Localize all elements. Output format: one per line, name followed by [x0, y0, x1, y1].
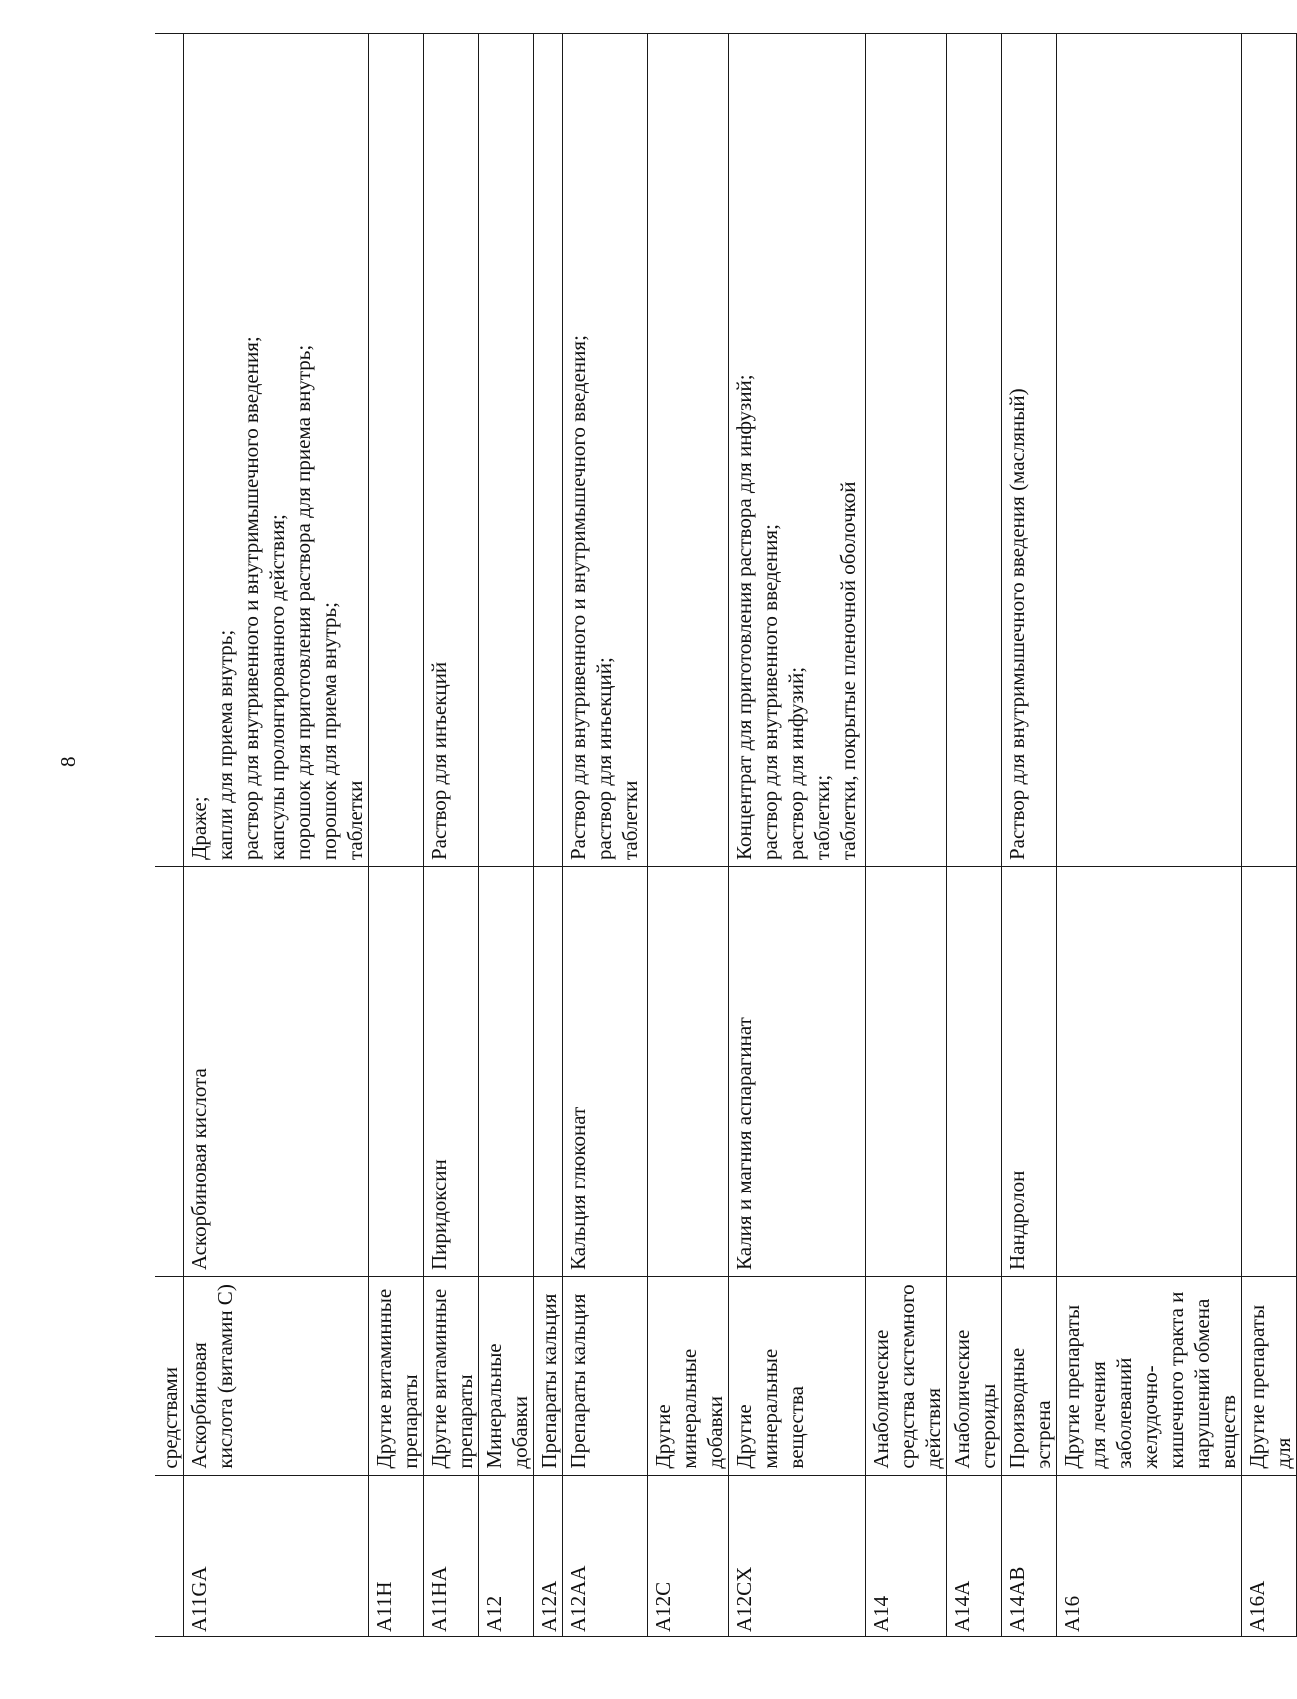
cell-group-name: Другие препараты для: [1242, 1277, 1297, 1476]
cell-substance: Нандролон: [1002, 867, 1057, 1277]
dosage-form-line: раствор для инъекций;: [592, 657, 616, 860]
cell-group-name: Другие препараты для лечения заболеваний желудочно-кишечного тракта и нарушений обмена веществ: [1057, 1277, 1242, 1476]
dosage-form-line: раствор для внутривенного и внутримышечного введения;: [239, 336, 263, 860]
table-row: [424, 34, 479, 1637]
dosage-form-line: раствор для внутривенного введения;: [758, 524, 782, 860]
cell-substance: [534, 867, 563, 1277]
table-row: [479, 34, 534, 1637]
cell-substance: [1242, 867, 1297, 1277]
table-row: [369, 34, 424, 1637]
cell-group-name: Анаболические средства системного действия: [866, 1277, 947, 1476]
cell-dosage-forms: [866, 34, 947, 867]
cell-atc-code: A14AB: [1002, 1475, 1057, 1636]
cell-dosage-forms: [155, 34, 184, 867]
cell-substance: Аскорбиновая кислота: [184, 867, 369, 1277]
table-row: [1057, 34, 1242, 1637]
cell-dosage-forms: [1057, 34, 1242, 867]
cell-dosage-forms: [648, 34, 729, 867]
cell-atc-code: A12C: [648, 1475, 729, 1636]
cell-atc-code: A14: [866, 1475, 947, 1636]
cell-substance: Калия и магния аспарагинат: [729, 867, 866, 1277]
cell-dosage-forms: [534, 34, 563, 867]
cell-group-name: Другие витаминные препараты: [424, 1277, 479, 1476]
cell-atc-code: A12A: [534, 1475, 563, 1636]
cell-atc-code: A11H: [369, 1475, 424, 1636]
cell-group-name: Другие витаминные препараты: [369, 1277, 424, 1476]
cell-substance: Кальция глюконат: [563, 867, 648, 1277]
cell-substance: [369, 867, 424, 1277]
table-row: [866, 34, 947, 1637]
cell-substance: [1057, 867, 1242, 1277]
table-row: [534, 34, 563, 1637]
cell-dosage-forms: [369, 34, 424, 867]
page-number: 8: [56, 756, 80, 767]
cell-atc-code: A11GA: [184, 1475, 369, 1636]
cell-atc-code: A12CX: [729, 1475, 866, 1636]
cell-dosage-forms: [563, 34, 648, 867]
cell-dosage-forms: [1002, 34, 1057, 867]
cell-substance: [479, 867, 534, 1277]
cell-dosage-forms: [729, 34, 866, 867]
table-row: [184, 34, 369, 1637]
cell-atc-code: A16: [1057, 1475, 1242, 1636]
dosage-form-line: Драже;: [187, 796, 211, 860]
dosage-form-line: раствор для инфузий;: [784, 666, 808, 860]
cell-group-name: Препараты кальция: [534, 1277, 563, 1476]
cell-dosage-forms: [947, 34, 1002, 867]
dosage-form-line: капсулы пролонгированного действия;: [265, 514, 289, 860]
cell-dosage-forms: [184, 34, 369, 867]
cell-substance: [866, 867, 947, 1277]
cell-group-name: Аскорбиновая кислота (витамин С): [184, 1277, 369, 1476]
cell-atc-code: A12AA: [563, 1475, 648, 1636]
cell-group-name: Производные эстрена: [1002, 1277, 1057, 1476]
drug-table-wrapper: [155, 33, 1295, 1637]
dosage-form-line: таблетки: [343, 780, 367, 860]
cell-substance: [155, 867, 184, 1277]
cell-substance: [947, 867, 1002, 1277]
table-row: [1002, 34, 1057, 1637]
cell-group-name: Минеральные добавки: [479, 1277, 534, 1476]
dosage-form-line: порошок для приготовления раствора для приема внутрь;: [291, 344, 315, 860]
table-row: [729, 34, 866, 1637]
cell-atc-code: A11HA: [424, 1475, 479, 1636]
table-row: [648, 34, 729, 1637]
cell-group-name: Другие минеральные добавки: [648, 1277, 729, 1476]
dosage-form-line: таблетки, покрытые пленочной оболочкой: [836, 481, 860, 860]
dosage-form-line: таблетки: [618, 780, 642, 860]
table-row: [947, 34, 1002, 1637]
cell-substance: Пиридоксин: [424, 867, 479, 1277]
cell-group-name: Анаболические стероиды: [947, 1277, 1002, 1476]
dosage-form-line: Раствор для внутримышечного введения (масляный): [1005, 388, 1029, 860]
cell-group-name: Другие минеральные вещества: [729, 1277, 866, 1476]
table-row: [563, 34, 648, 1637]
dosage-form-line: капли для приема внутрь;: [213, 629, 237, 860]
drug-table: [155, 33, 1297, 1637]
cell-group-name: Препараты кальция: [563, 1277, 648, 1476]
dosage-form-line: порошок для приема внутрь;: [317, 602, 341, 860]
dosage-form-line: таблетки;: [810, 774, 834, 860]
table-row-continuation: [155, 34, 184, 1637]
dosage-form-line: Раствор для внутривенного и внутримышечного введения;: [566, 335, 590, 860]
cell-dosage-forms: [479, 34, 534, 867]
cell-atc-code: A16A: [1242, 1475, 1297, 1636]
cell-dosage-forms: [1242, 34, 1297, 867]
cell-atc-code: A12: [479, 1475, 534, 1636]
cell-substance: [648, 867, 729, 1277]
dosage-form-line: Концентрат для приготовления раствора для инфузий;: [732, 374, 756, 860]
cell-atc-code: [155, 1475, 184, 1636]
table-row: [1242, 34, 1297, 1637]
dosage-form-line: Раствор для инъекций: [427, 661, 451, 860]
cell-group-name: средствами: [155, 1277, 184, 1476]
cell-dosage-forms: [424, 34, 479, 867]
cell-atc-code: A14A: [947, 1475, 1002, 1636]
